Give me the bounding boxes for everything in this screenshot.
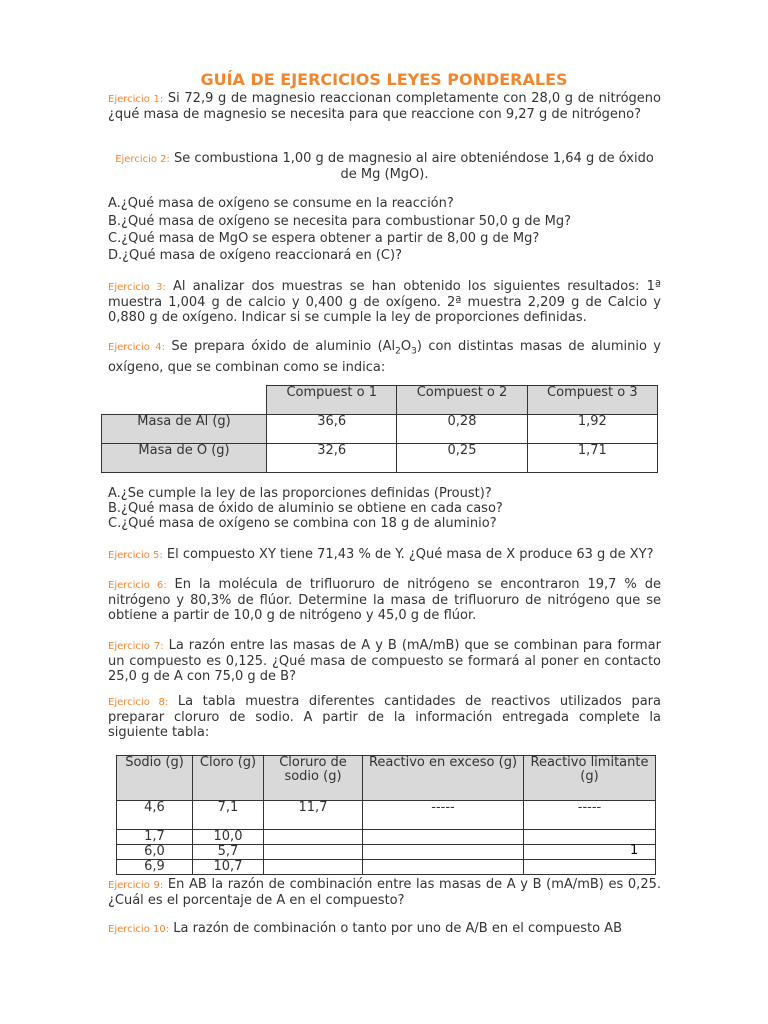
table-header-text: Compuest o 3 <box>547 385 638 400</box>
row-label <box>102 444 267 473</box>
table-cell: 0,28 <box>397 415 527 444</box>
table-header <box>527 386 657 415</box>
table-cell <box>524 860 656 875</box>
table-header <box>524 756 656 801</box>
exercise-5 <box>108 547 661 563</box>
table-cell: 10,7 <box>193 860 264 875</box>
exercise-3-label: Ejercicio 3: <box>108 282 166 293</box>
table-header-text: Reactivo en exceso (g) <box>368 755 518 770</box>
exercise-4-sub-2: 3 <box>411 346 417 357</box>
exercise-4-sub-1: 2 <box>395 346 401 357</box>
exercise-4 <box>108 339 661 375</box>
exercise-10-text: La razón de combinación o tanto por uno de A/B en el compuesto AB <box>169 921 622 936</box>
table-header-text: Cloro (g) <box>199 755 257 770</box>
table-cell: 1,71 <box>527 444 657 473</box>
table-cell: 7,1 <box>193 801 264 830</box>
table-cell: ----- <box>363 801 524 830</box>
row-label <box>102 415 267 444</box>
table-header <box>117 756 193 801</box>
table-row <box>117 830 656 845</box>
table-cell <box>264 845 363 860</box>
exercise-8-label: Ejercicio 8: <box>108 697 169 708</box>
exercise-9 <box>108 877 661 908</box>
exercise-2-label: Ejercicio 2: <box>115 154 170 165</box>
table-cell: 6,9 <box>117 860 193 875</box>
table-cell <box>363 845 524 860</box>
row-label-text: Masa de O (g) <box>138 443 230 458</box>
table-header <box>193 756 264 801</box>
exercise-10 <box>108 921 661 937</box>
exercise-5-label: Ejercicio 5: <box>108 550 163 561</box>
exercise-8-text: La tabla muestra diferentes cantidades de reactivos utilizados para preparar cloruro de sodio. A partir de la información entregada complete la siguiente tabla: <box>108 694 661 740</box>
table-cell: 5,7 <box>193 845 264 860</box>
table-cell <box>264 830 363 845</box>
table-cell: 6,0 <box>117 845 193 860</box>
table-row <box>102 415 658 444</box>
table-cell <box>363 860 524 875</box>
exercise-4-item-a: A.¿Se cumple la ley de las proporciones definidas (Proust)? <box>108 486 492 501</box>
table-header <box>264 756 363 801</box>
table-cell <box>264 801 363 830</box>
table-header-text: Compuest o 1 <box>286 385 377 400</box>
exercise-1-text: Si 72,9 g de magnesio reaccionan completamente con 28,0 g de nitrógeno ¿qué masa de magnesio se necesita para que reaccione con 9,27 g de nitrógeno? <box>108 91 661 122</box>
page-number: 1 <box>630 843 639 858</box>
exercise-3-text: Al analizar dos muestras se han obtenido los siguientes resultados: 1ª muestra 1,004 g de calcio y 0,400 g de oxígeno. 2ª muestra 2,209 g de Calcio y 0,880 g de oxígeno. Indicar si se cumple la ley de proporciones definidas. <box>108 279 661 325</box>
table-cell <box>264 860 363 875</box>
table-row <box>117 860 656 875</box>
table-cell: ----- <box>524 801 656 830</box>
table-header-text: Compuest o 2 <box>416 385 508 400</box>
exercise-4-text-a: Se prepara óxido de aluminio (Al <box>164 339 396 354</box>
exercise-4-text-c: ) con distintas masas de aluminio y oxígeno, que se combinan como se indica: <box>108 339 661 375</box>
exercise-1-label: Ejercicio 1: <box>108 94 164 105</box>
exercise-7-label: Ejercicio 7: <box>108 641 164 652</box>
table-header <box>397 386 527 415</box>
table-header <box>267 386 397 415</box>
exercise-4-table <box>101 385 658 473</box>
table-cell: 10,0 <box>193 830 264 845</box>
exercise-9-text: En AB la razón de combinación entre las masas de A y B (mA/mB) es 0,25. ¿Cuál es el porcentaje de A en el compuesto? <box>108 877 661 908</box>
exercise-4-label: Ejercicio 4: <box>108 342 165 353</box>
exercise-2-item-c: C.¿Qué masa de MgO se espera obtener a partir de 8,00 g de Mg? <box>108 231 540 246</box>
table-row <box>117 801 656 830</box>
exercise-4-item-c: C.¿Qué masa de oxígeno se combina con 18 g de aluminio? <box>108 516 497 531</box>
table-cell <box>363 830 524 845</box>
exercise-2-item-b: B.¿Qué masa de oxígeno se necesita para combustionar 50,0 g de Mg? <box>108 214 571 229</box>
table-row <box>117 845 656 860</box>
table-cell: 36,6 <box>267 415 397 444</box>
exercise-6-text: En la molécula de trifluoruro de nitrógeno se encontraron 19,7 % de nitrógeno y 80,3% de flúor. Determine la masa de trifluoruro de nitrógeno que se obtiene a partir de 10,0 g de nitrógeno y 45,0 g de flúor. <box>108 577 661 623</box>
exercise-7 <box>108 638 661 684</box>
table-cell: 1,92 <box>527 415 657 444</box>
table-header-text: Sodio (g) <box>125 755 184 770</box>
exercise-2 <box>108 151 661 182</box>
table-cell: 0,25 <box>397 444 527 473</box>
exercise-9-label: Ejercicio 9: <box>108 880 164 891</box>
exercise-5-text: El compuesto XY tiene 71,43 % de Y. ¿Qué masa de X produce 63 g de XY? <box>162 547 654 562</box>
exercise-6-label: Ejercicio 6: <box>108 580 167 591</box>
exercise-2-text: Se combustiona 1,00 g de magnesio al aire obteniéndose 1,64 g de óxido de Mg (MgO). <box>169 151 654 182</box>
table-cell: 4,6 <box>117 801 193 830</box>
row-label-text: Masa de Al (g) <box>137 414 231 429</box>
exercise-8-table <box>116 755 656 875</box>
exercise-6 <box>108 577 661 623</box>
table-row <box>102 444 658 473</box>
exercise-8 <box>108 694 661 740</box>
table-header <box>363 756 524 801</box>
exercise-10-label: Ejercicio 10: <box>108 924 170 935</box>
table-header-text: Reactivo limitante (g) <box>530 755 649 784</box>
exercise-4-item-b: B.¿Qué masa de óxido de aluminio se obtiene en cada caso? <box>108 501 503 516</box>
page-title: GUÍA DE EJERCICIOS LEYES PONDERALES <box>200 70 568 89</box>
exercise-2-item-a: A.¿Qué masa de oxígeno se consume en la reacción? <box>108 196 454 211</box>
exercise-7-text: La razón entre las masas de A y B (mA/mB) que se combinan para formar un compuesto es 0,125. ¿Qué masa de compuesto se formará al poner en contacto 25,0 g de A con 75,0 g de B? <box>108 638 661 684</box>
table-header-text: Cloruro de sodio (g) <box>279 755 347 784</box>
table-cell-text: 11,7 <box>298 800 328 815</box>
table-corner <box>102 386 267 415</box>
exercise-1 <box>108 91 661 122</box>
exercise-3 <box>108 279 661 325</box>
exercise-4-text-b: O <box>400 339 412 354</box>
table-cell: 1,7 <box>117 830 193 845</box>
exercise-2-item-d: D.¿Qué masa de oxígeno reaccionará en (C)? <box>108 248 402 263</box>
table-cell: 32,6 <box>267 444 397 473</box>
